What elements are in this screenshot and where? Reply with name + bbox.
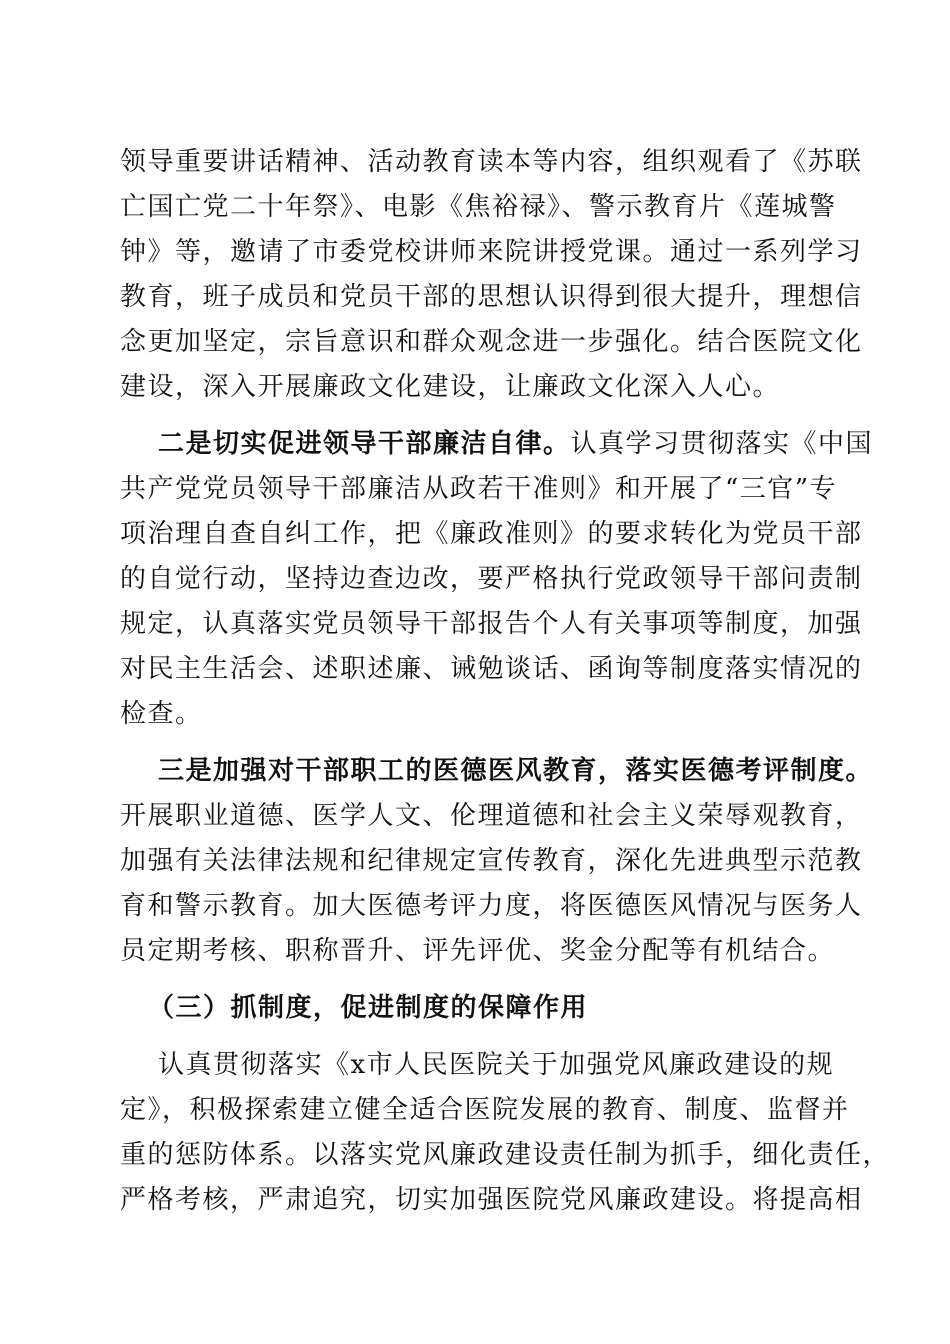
paragraph-1 [120,140,863,410]
text-line: 项治理自查自纠工作，把《廉政准则》的要求转化为党员干部 [120,519,863,549]
text-line: 对民主生活会、述职述廉、诫勉谈话、函询等制度落实情况的 [120,654,863,684]
text-line: 定》，积极探索建立健全适合医院发展的教育、制度、监督并 [120,1095,850,1125]
text-line: 重的惩防体系。以落实党风廉政建设责任制为抓手，细化责任， [120,1140,891,1170]
text-line [120,422,874,467]
text-line: 钟》等，邀请了市委党校讲师来院讲授党课。通过一系列学习 [120,237,863,267]
text-line: 员定期考核、职称晋升、评先评优、奖金分配等有机结合。 [120,936,836,966]
text-line: 加强有关法律法规和纪律规定宣传教育，深化先进典型示范教 [120,846,863,876]
text-line: 开展职业道德、医学人文、伦理道德和社会主义荣辱观教育， [120,801,863,831]
text-line: 建设，深入开展廉政文化建设，让廉政文化深入人心。 [120,372,781,402]
text-line: 念更加坚定，宗旨意识和群众观念进一步强化。结合医院文化 [120,327,863,357]
text-line: 育和警示教育。加大医德考评力度，将医德医风情况与医务人 [120,891,863,921]
paragraph-2 [120,422,874,737]
section-heading: （三）抓制度，促进制度的保障作用 [148,993,589,1023]
text-line: 认真贯彻落实《x市人民医院关于加强党风廉政建设的规 [158,1050,835,1080]
text-line: 规定，认真落实党员领导干部报告个人有关事项等制度，加强 [120,609,863,639]
paragraph-3 [120,749,874,974]
paragraph-heading: 三是加强对干部职工的医德医风教育，落实医德考评制度。 [158,756,874,786]
text-line: 检查。 [120,699,203,729]
paragraph-text: 认真学习贯彻落实《中国 [570,429,874,459]
document-body [120,140,891,1223]
text-line: 严格考核，严肃追究，切实加强医院党风廉政建设。将提高相 [120,1185,863,1215]
paragraph-heading: 二是切实促进领导干部廉洁自律。 [158,429,571,459]
paragraph-4 [120,1043,891,1223]
text-line: 共产党党员领导干部廉洁从政若干准则》和开展了“三官”专 [120,474,838,504]
text-line: 教育，班子成员和党员干部的思想认识得到很大提升，理想信 [120,282,863,312]
text-line: 领导重要讲话精神、活动教育读本等内容，组织观看了《苏联 [120,147,863,177]
text-line: 亡国亡党二十年祭》、电影《焦裕禄》、警示教育片《莲城警 [120,192,837,222]
section-heading-block [120,986,830,1031]
text-line: 的自觉行动，坚持边查边改，要严格执行党政领导干部问责制 [120,564,863,594]
